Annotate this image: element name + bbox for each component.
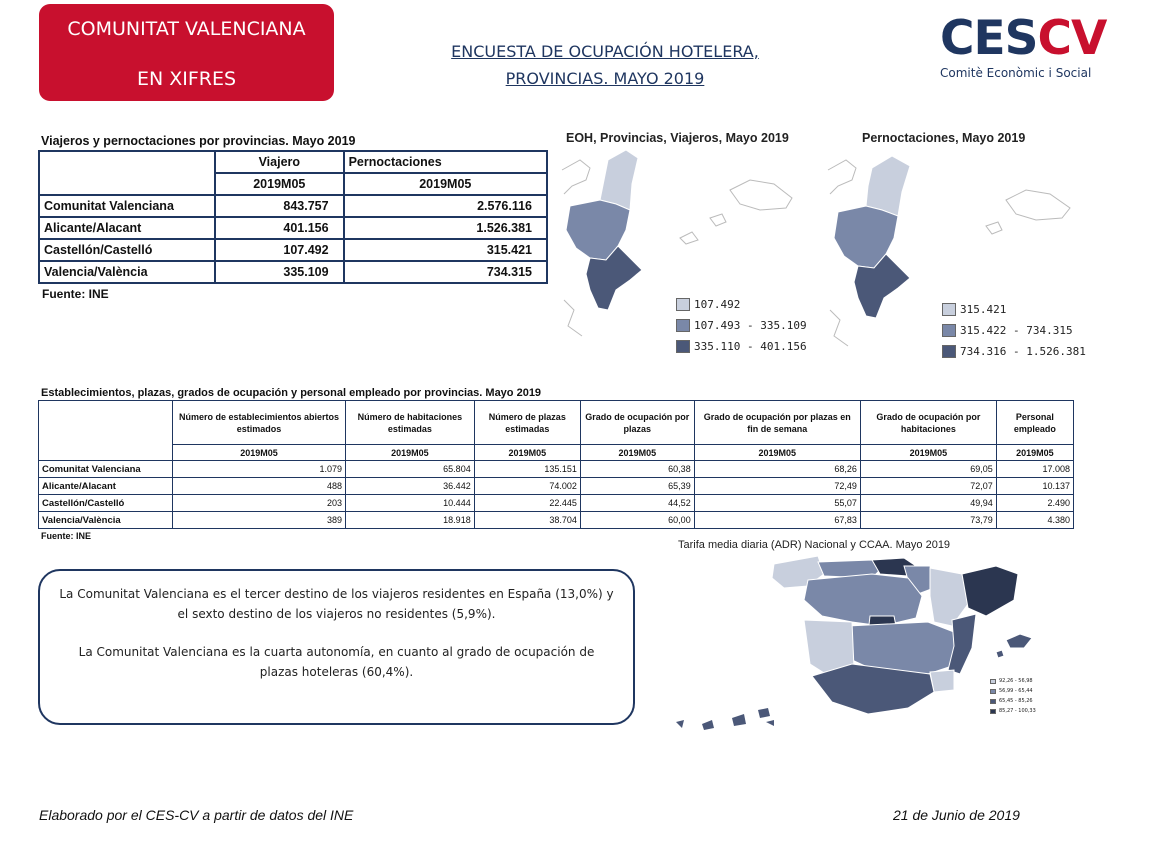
table2-header: Personal empleado [996, 401, 1073, 445]
table2-period: 2019M05 [173, 445, 346, 461]
document-title-line-1: ENCUESTA DE OCUPACIÓN HOTELERA, [451, 42, 759, 61]
table2-corner [39, 401, 173, 461]
table1-caption: Viajeros y pernoctaciones por provincias. Mayo 2019 [41, 134, 356, 148]
table2-header: Grado de ocupación por habitaciones [860, 401, 996, 445]
table2-period: 2019M05 [860, 445, 996, 461]
legend-label: 315.422 - 734.315 [960, 324, 1073, 337]
map-adr-spain [672, 552, 1072, 747]
viajeros-value: 401.156 [215, 217, 344, 239]
legend-label: 107.493 - 335.109 [694, 319, 807, 332]
pernoctaciones-value: 315.421 [344, 239, 547, 261]
table2-header: Número de plazas estimadas [474, 401, 580, 445]
region-catalonia [962, 566, 1018, 616]
table-cell: 55,07 [694, 495, 860, 512]
cescv-logo [940, 11, 1107, 84]
table-cell: 2.490 [996, 495, 1073, 512]
table1-header-viajero: Viajero [215, 151, 344, 173]
legend-label: 734.316 - 1.526.381 [960, 345, 1086, 358]
row-name: Comunitat Valenciana [39, 461, 173, 478]
coastline-outline [562, 160, 590, 194]
table-row [39, 495, 1074, 512]
header-banner [39, 4, 334, 101]
table-cell: 1.079 [173, 461, 346, 478]
table-cell: 65.804 [346, 461, 475, 478]
table2-period: 2019M05 [580, 445, 694, 461]
table-cell: 73,79 [860, 512, 996, 529]
document-title [430, 38, 780, 92]
legend-label: 315.421 [960, 303, 1007, 316]
region-balearic-islands [996, 650, 1004, 658]
legend-label: 107.492 [694, 298, 741, 311]
table2-source: Fuente: INE [41, 531, 92, 541]
banner-line-1: COMUNITAT VALENCIANA [67, 18, 306, 40]
logo-mark-ces: CES [940, 11, 1038, 66]
table-cell: 65,39 [580, 478, 694, 495]
legend-label: 92,26 - 56,98 [999, 678, 1033, 684]
table-cell: 17.008 [996, 461, 1073, 478]
table-cell: 4.380 [996, 512, 1073, 529]
legend-swatch [676, 340, 690, 353]
legend-swatch [942, 324, 956, 337]
island-outline [1006, 190, 1070, 220]
table-cell: 67,83 [694, 512, 860, 529]
table2-period: 2019M05 [996, 445, 1073, 461]
table-cell: 38.704 [474, 512, 580, 529]
row-name: Valencia/València [39, 261, 215, 283]
legend-swatch [990, 699, 996, 704]
table-cell: 74.002 [474, 478, 580, 495]
row-name: Castellón/Castelló [39, 239, 215, 261]
table-row [39, 478, 1074, 495]
table-cell: 36.442 [346, 478, 475, 495]
table1-corner [39, 151, 215, 195]
region-canary-islands [732, 714, 746, 726]
note-paragraph: La Comunitat Valenciana es el tercer destino de los viajeros residentes en España (13,0%) y el sexto destino de los viajeros no residentes (5,9%). [59, 587, 614, 621]
coastline-outline [828, 160, 856, 194]
document-title-line-2: PROVINCIAS. MAYO 2019 [505, 69, 705, 88]
legend-swatch [676, 298, 690, 311]
region-canary-islands [766, 720, 774, 726]
row-name: Castellón/Castelló [39, 495, 173, 512]
logo-mark-cv: CV [1037, 11, 1107, 66]
table-cell: 203 [173, 495, 346, 512]
map-adr-title: Tarifa media diaria (ADR) Nacional y CCAA. Mayo 2019 [678, 539, 951, 551]
viajeros-value: 107.492 [215, 239, 344, 261]
table1-source: Fuente: INE [42, 287, 109, 301]
coastline-outline [564, 300, 582, 336]
table-cell: 18.918 [346, 512, 475, 529]
table1-period: 2019M05 [215, 173, 344, 195]
table2-caption: Establecimientos, plazas, grados de ocupación y personal empleado por provincias. Mayo 2019 [41, 387, 542, 399]
region-canary-islands [676, 720, 684, 728]
table2-header: Grado de ocupación por plazas en fin de semana [694, 401, 860, 445]
table-cell: 49,94 [860, 495, 996, 512]
legend-label: 335.110 - 401.156 [694, 340, 807, 353]
row-name: Comunitat Valenciana [39, 195, 215, 217]
legend-swatch [990, 709, 996, 714]
table-cell: 44,52 [580, 495, 694, 512]
map-viajeros-title: EOH, Provincias, Viajeros, Mayo 2019 [566, 131, 789, 145]
island-outline [710, 214, 726, 226]
table2-header: Número de establecimientos abiertos estimados [173, 401, 346, 445]
table-cell: 389 [173, 512, 346, 529]
legend-swatch [990, 679, 996, 684]
row-name: Valencia/València [39, 512, 173, 529]
table-cell: 68,26 [694, 461, 860, 478]
island-outline [986, 222, 1002, 234]
table2-period: 2019M05 [474, 445, 580, 461]
table1-header-pernoctaciones: Pernoctaciones [344, 151, 547, 173]
map-viajeros-legend [676, 294, 807, 357]
table-cell: 60,38 [580, 461, 694, 478]
footer-date: 21 de Junio de 2019 [893, 807, 1020, 823]
pernoctaciones-value: 734.315 [344, 261, 547, 283]
castellon-province [866, 156, 910, 216]
table-cell: 69,05 [860, 461, 996, 478]
map-adr-legend [990, 676, 1036, 716]
legend-label: 56,99 - 65,44 [999, 688, 1033, 694]
viajeros-value: 843.757 [215, 195, 344, 217]
establishments-table [38, 400, 1074, 529]
table-row [39, 261, 547, 283]
legend-label: 85,27 - 100,33 [999, 708, 1036, 714]
travellers-table [38, 150, 548, 284]
table-cell: 135.151 [474, 461, 580, 478]
coastline-outline [830, 310, 848, 346]
note-paragraph: La Comunitat Valenciana es la cuarta autonomía, en cuanto al grado de ocupación de plazas hoteleras (60,4%). [78, 645, 595, 679]
table-cell: 72,07 [860, 478, 996, 495]
row-name: Alicante/Alacant [39, 217, 215, 239]
table-cell: 22.445 [474, 495, 580, 512]
table-cell: 10.137 [996, 478, 1073, 495]
logo-subtitle: Comitè Econòmic i Social [940, 66, 1092, 80]
table-cell: 72,49 [694, 478, 860, 495]
region-castilla-leon [804, 574, 922, 626]
island-outline [680, 232, 698, 244]
banner-line-2: EN XIFRES [136, 68, 237, 90]
table1-period: 2019M05 [344, 173, 547, 195]
row-name: Alicante/Alacant [39, 478, 173, 495]
table2-period: 2019M05 [694, 445, 860, 461]
summary-note [38, 569, 635, 725]
table2-header: Número de habitaciones estimadas [346, 401, 475, 445]
map-pernoctaciones-title: Pernoctaciones, Mayo 2019 [862, 131, 1026, 145]
table-row [39, 195, 547, 217]
table-row [39, 512, 1074, 529]
region-balearic-islands [1006, 634, 1032, 648]
table-cell: 10.444 [346, 495, 475, 512]
pernoctaciones-value: 2.576.116 [344, 195, 547, 217]
footer-credit: Elaborado por el CES-CV a partir de datos del INE [39, 807, 354, 823]
legend-label: 65,45 - 85,26 [999, 698, 1033, 704]
legend-swatch [942, 303, 956, 316]
legend-swatch [990, 689, 996, 694]
table-row [39, 461, 1074, 478]
table-row [39, 217, 547, 239]
legend-swatch [942, 345, 956, 358]
table-cell: 488 [173, 478, 346, 495]
viajeros-value: 335.109 [215, 261, 344, 283]
region-canary-islands [758, 708, 770, 718]
map-pernoctaciones-legend [942, 299, 1086, 362]
island-outline [730, 180, 792, 210]
table-row [39, 239, 547, 261]
region-canary-islands [702, 720, 714, 730]
table2-header: Grado de ocupación por plazas [580, 401, 694, 445]
table2-period: 2019M05 [346, 445, 475, 461]
pernoctaciones-value: 1.526.381 [344, 217, 547, 239]
legend-swatch [676, 319, 690, 332]
table-cell: 60,00 [580, 512, 694, 529]
